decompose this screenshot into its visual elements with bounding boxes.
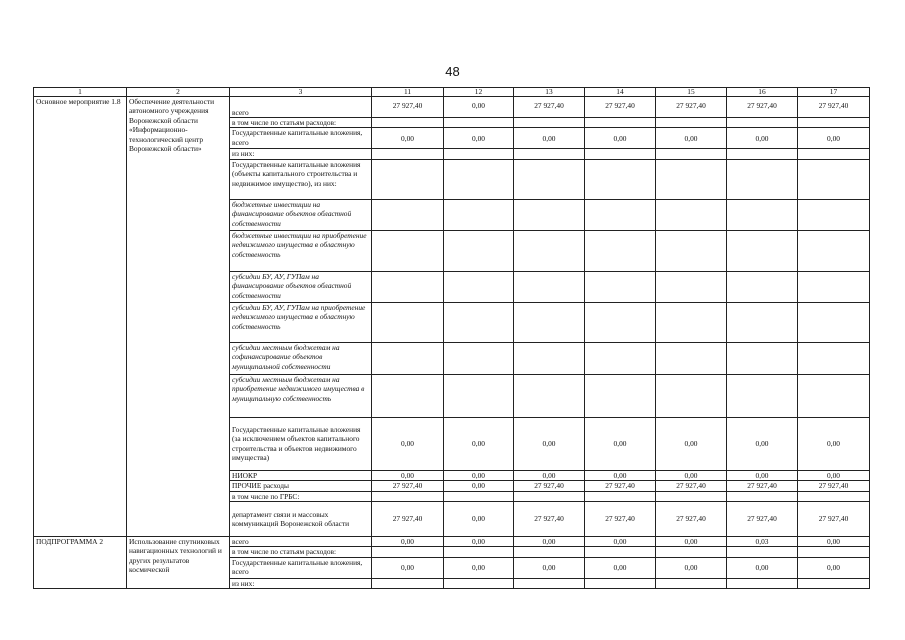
header-row bbox=[34, 88, 870, 97]
table-row bbox=[34, 97, 870, 118]
row-label: из них: bbox=[230, 149, 372, 159]
section-description: Обеспечение деятельности автономного учреждения Воронежской области «Информационно-технологический центр Воронежской области» bbox=[127, 97, 230, 537]
page-number: 48 bbox=[445, 64, 460, 79]
value-cell: 0,00 bbox=[444, 537, 514, 547]
value-cell: 27 927,40 bbox=[514, 97, 585, 118]
value-cell: 0,00 bbox=[656, 417, 727, 470]
value-cell: 0,00 bbox=[514, 470, 585, 480]
value-cell: 0,00 bbox=[585, 557, 656, 578]
header-cell: 14 bbox=[585, 88, 656, 97]
value-cell: 0,00 bbox=[514, 417, 585, 470]
header-cell: 1 bbox=[34, 88, 127, 97]
row-label: Государственные капитальные вложения (за исключением объектов капитального строительства и объектов недвижимого имущества) bbox=[230, 417, 372, 470]
value-cell: 0,00 bbox=[798, 128, 870, 149]
header-cell: 3 bbox=[230, 88, 372, 97]
value-cell: 0,00 bbox=[585, 417, 656, 470]
value-cell: 0,00 bbox=[514, 128, 585, 149]
value-cell: 27 927,40 bbox=[798, 502, 870, 537]
row-label: субсидии БУ, АУ, ГУПам на приобретение недвижимого имущества в областную собственность bbox=[230, 302, 372, 342]
value-cell: 0,00 bbox=[727, 417, 798, 470]
row-label: Государственные капитальные вложения, всего bbox=[230, 128, 372, 149]
value-cell: 27 927,40 bbox=[585, 481, 656, 491]
section-name: Основное мероприятие 1.8 bbox=[34, 97, 127, 537]
value-cell: 0,00 bbox=[514, 537, 585, 547]
section-description: Использование спутниковых навигационных технологий и других результатов космической bbox=[127, 537, 230, 589]
value-cell: 27 927,40 bbox=[798, 97, 870, 118]
header-cell: 13 bbox=[514, 88, 585, 97]
row-label: департамент связи и массовых коммуникаций Воронежской области bbox=[230, 502, 372, 537]
value-cell: 0,00 bbox=[444, 481, 514, 491]
value-cell: 27 927,40 bbox=[727, 481, 798, 491]
value-cell: 0,00 bbox=[798, 470, 870, 480]
value-cell: 0,00 bbox=[372, 417, 444, 470]
value-cell: 0,00 bbox=[727, 470, 798, 480]
row-label: НИОКР bbox=[230, 470, 372, 480]
value-cell: 0,00 bbox=[798, 537, 870, 547]
value-cell: 27 927,40 bbox=[656, 97, 727, 118]
value-cell: 0,00 bbox=[656, 537, 727, 547]
value-cell: 0,00 bbox=[444, 470, 514, 480]
section-name: ПОДПРОГРАММА 2 bbox=[34, 537, 127, 589]
value-cell: 27 927,40 bbox=[727, 97, 798, 118]
header-cell: 17 bbox=[798, 88, 870, 97]
row-label: субсидии местным бюджетам на приобретение недвижимого имущества в муниципальную собственность bbox=[230, 374, 372, 417]
value-cell: 0,00 bbox=[656, 128, 727, 149]
row-label: ПРОЧИЕ расходы bbox=[230, 481, 372, 491]
value-cell: 0,00 bbox=[585, 470, 656, 480]
value-cell: 0,03 bbox=[727, 537, 798, 547]
value-cell: 27 927,40 bbox=[656, 502, 727, 537]
row-label: субсидии местным бюджетам на софинансирование объектов муниципальной собственности bbox=[230, 342, 372, 374]
value-cell: 0,00 bbox=[444, 128, 514, 149]
row-label: в том числе по ГРБС: bbox=[230, 491, 372, 501]
row-label: в том числе по статьям расходов: bbox=[230, 118, 372, 128]
header-cell: 16 bbox=[727, 88, 798, 97]
row-label: субсидии БУ, АУ, ГУПам на финансирование объектов областной собственности bbox=[230, 271, 372, 302]
value-cell: 27 927,40 bbox=[372, 481, 444, 491]
row-label: всего bbox=[230, 97, 372, 118]
value-cell: 0,00 bbox=[585, 537, 656, 547]
table-row bbox=[34, 537, 870, 547]
value-cell: 0,00 bbox=[372, 557, 444, 578]
header-cell: 12 bbox=[444, 88, 514, 97]
value-cell: 0,00 bbox=[444, 97, 514, 118]
value-cell: 0,00 bbox=[514, 557, 585, 578]
value-cell: 0,00 bbox=[372, 470, 444, 480]
value-cell: 0,00 bbox=[444, 417, 514, 470]
budget-table bbox=[33, 87, 870, 589]
value-cell: 0,00 bbox=[798, 557, 870, 578]
value-cell: 27 927,40 bbox=[656, 481, 727, 491]
row-label: Государственные капитальные вложения (объекты капитального строительства и недвижимое имущество), из них: bbox=[230, 159, 372, 199]
value-cell: 27 927,40 bbox=[514, 502, 585, 537]
value-cell: 0,00 bbox=[585, 128, 656, 149]
value-cell: 0,00 bbox=[444, 502, 514, 537]
value-cell: 27 927,40 bbox=[372, 502, 444, 537]
value-cell: 0,00 bbox=[798, 417, 870, 470]
value-cell: 27 927,40 bbox=[727, 502, 798, 537]
value-cell: 27 927,40 bbox=[585, 502, 656, 537]
row-label: в том числе по статьям расходов: bbox=[230, 547, 372, 557]
header-cell: 2 bbox=[127, 88, 230, 97]
value-cell: 0,00 bbox=[656, 557, 727, 578]
header-cell: 15 bbox=[656, 88, 727, 97]
value-cell: 0,00 bbox=[372, 537, 444, 547]
value-cell: 27 927,40 bbox=[372, 97, 444, 118]
value-cell: 27 927,40 bbox=[798, 481, 870, 491]
value-cell: 0,00 bbox=[372, 128, 444, 149]
value-cell: 0,00 bbox=[727, 557, 798, 578]
value-cell: 27 927,40 bbox=[514, 481, 585, 491]
value-cell: 0,00 bbox=[444, 557, 514, 578]
value-cell: 27 927,40 bbox=[585, 97, 656, 118]
row-label: бюджетные инвестиции на приобретение недвижимого имущества в областную собственность bbox=[230, 230, 372, 271]
value-cell: 0,00 bbox=[727, 128, 798, 149]
header-cell: 11 bbox=[372, 88, 444, 97]
row-label: Государственные капитальные вложения, всего bbox=[230, 557, 372, 578]
value-cell: 0,00 bbox=[656, 470, 727, 480]
row-label: всего bbox=[230, 537, 372, 547]
row-label: из них: bbox=[230, 578, 372, 588]
row-label: бюджетные инвестиции на финансирование объектов областной собственности bbox=[230, 199, 372, 230]
